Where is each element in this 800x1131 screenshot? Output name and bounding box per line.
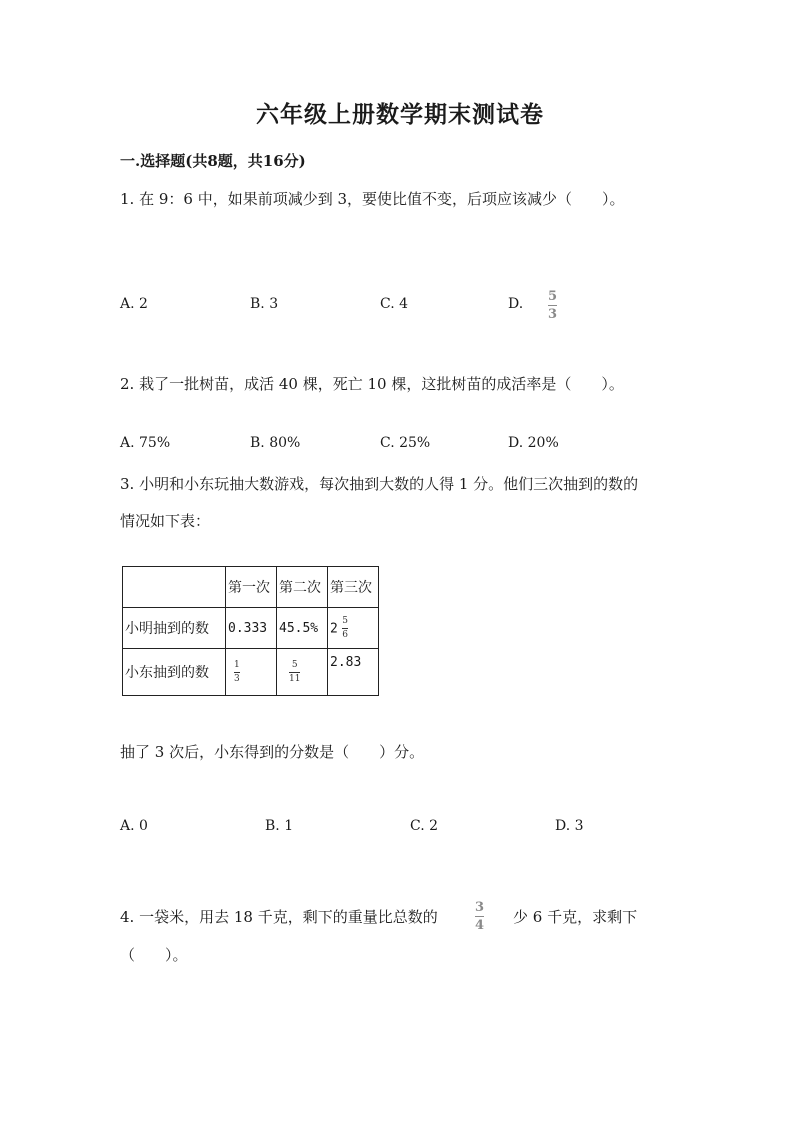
question-1-text: 1. 在 9：6 中，如果前项减少到 3，要使比值不变，后项应该减少（ ）。 bbox=[120, 190, 625, 208]
section-heading: 一.选择题(共8题，共16分) bbox=[120, 152, 306, 170]
question-3-prompt: 抽了 3 次后，小东得到的分数是（ ）分。 bbox=[120, 743, 425, 761]
table-row-xiaodong bbox=[123, 649, 379, 696]
fraction-bar bbox=[234, 672, 240, 673]
row-label-xiaodong: 小东抽到的数 bbox=[123, 649, 226, 696]
q4-fraction bbox=[475, 901, 484, 932]
fraction-numerator: 5 bbox=[342, 615, 349, 626]
mixed-number-fraction bbox=[342, 617, 348, 640]
q2-option-d[interactable]: D. 20% bbox=[508, 435, 559, 451]
fraction-bar bbox=[342, 628, 348, 629]
table-header-third: 第三次 bbox=[328, 567, 379, 608]
question-4-text-part1: 4. 一袋米，用去 18 千克，剩下的重量比总数的 bbox=[120, 908, 438, 926]
xiaodong-first-value bbox=[226, 649, 277, 696]
question-3-text-line2: 情况如下表： bbox=[120, 512, 211, 530]
q1-option-a[interactable]: A. 2 bbox=[120, 296, 148, 312]
fraction-denominator: 3 bbox=[548, 307, 558, 322]
fraction-denominator: 3 bbox=[234, 673, 240, 684]
q1-option-c[interactable]: C. 4 bbox=[380, 296, 409, 312]
table-header-first: 第一次 bbox=[226, 567, 277, 608]
q2-option-b[interactable]: B. 80% bbox=[250, 435, 301, 451]
fraction-numerator: 1 bbox=[234, 659, 240, 670]
q3-option-c[interactable]: C. 2 bbox=[410, 818, 439, 834]
question-2-text: 2. 栽了一批树苗，成活 40 棵，死亡 10 棵，这批树苗的成活率是（ ）。 bbox=[120, 375, 624, 393]
xiaodong-third-value: 2.83 bbox=[328, 649, 379, 696]
table-header-row bbox=[123, 567, 379, 608]
fraction-denominator: 4 bbox=[475, 918, 485, 933]
q3-option-a[interactable]: A. 0 bbox=[120, 818, 148, 834]
page-title: 六年级上册数学期末测试卷 bbox=[256, 101, 544, 128]
q1-option-d[interactable]: D. bbox=[508, 296, 524, 312]
fraction-bar bbox=[475, 916, 484, 917]
score-table bbox=[122, 566, 379, 696]
xiaoming-third-value bbox=[328, 608, 379, 649]
row-label-xiaoming: 小明抽到的数 bbox=[123, 608, 226, 649]
q3-option-d[interactable]: D. 3 bbox=[555, 818, 584, 834]
fraction-denominator: 11 bbox=[289, 673, 301, 684]
question-4-text-line2: （ ）。 bbox=[120, 946, 188, 964]
q1-option-d-fraction bbox=[548, 290, 557, 321]
table-header-second: 第二次 bbox=[277, 567, 328, 608]
fraction-value bbox=[234, 661, 240, 684]
fraction-denominator: 6 bbox=[342, 629, 349, 640]
table-row-xiaoming bbox=[123, 608, 379, 649]
q1-option-b[interactable]: B. 3 bbox=[250, 296, 279, 312]
xiaodong-second-value bbox=[277, 649, 328, 696]
fraction-value bbox=[289, 661, 300, 684]
fraction-bar bbox=[289, 672, 300, 673]
q2-option-c[interactable]: C. 25% bbox=[380, 435, 431, 451]
xiaoming-second-value: 45.5% bbox=[277, 608, 328, 649]
mixed-number-whole: 2 bbox=[330, 621, 338, 636]
table-header-corner bbox=[123, 567, 226, 608]
fraction-bar bbox=[548, 305, 557, 306]
question-4-text-part2: 少 6 千克，求剩下 bbox=[513, 908, 638, 926]
q2-option-a[interactable]: A. 75% bbox=[120, 435, 171, 451]
fraction-numerator: 3 bbox=[475, 900, 485, 915]
fraction-numerator: 5 bbox=[291, 659, 298, 670]
fraction-numerator: 5 bbox=[548, 289, 558, 304]
xiaoming-first-value: 0.333 bbox=[226, 608, 277, 649]
q3-option-b[interactable]: B. 1 bbox=[265, 818, 294, 834]
question-3-text-line1: 3. 小明和小东玩抽大数游戏，每次抽到大数的人得 1 分。他们三次抽到的数的 bbox=[120, 475, 639, 493]
